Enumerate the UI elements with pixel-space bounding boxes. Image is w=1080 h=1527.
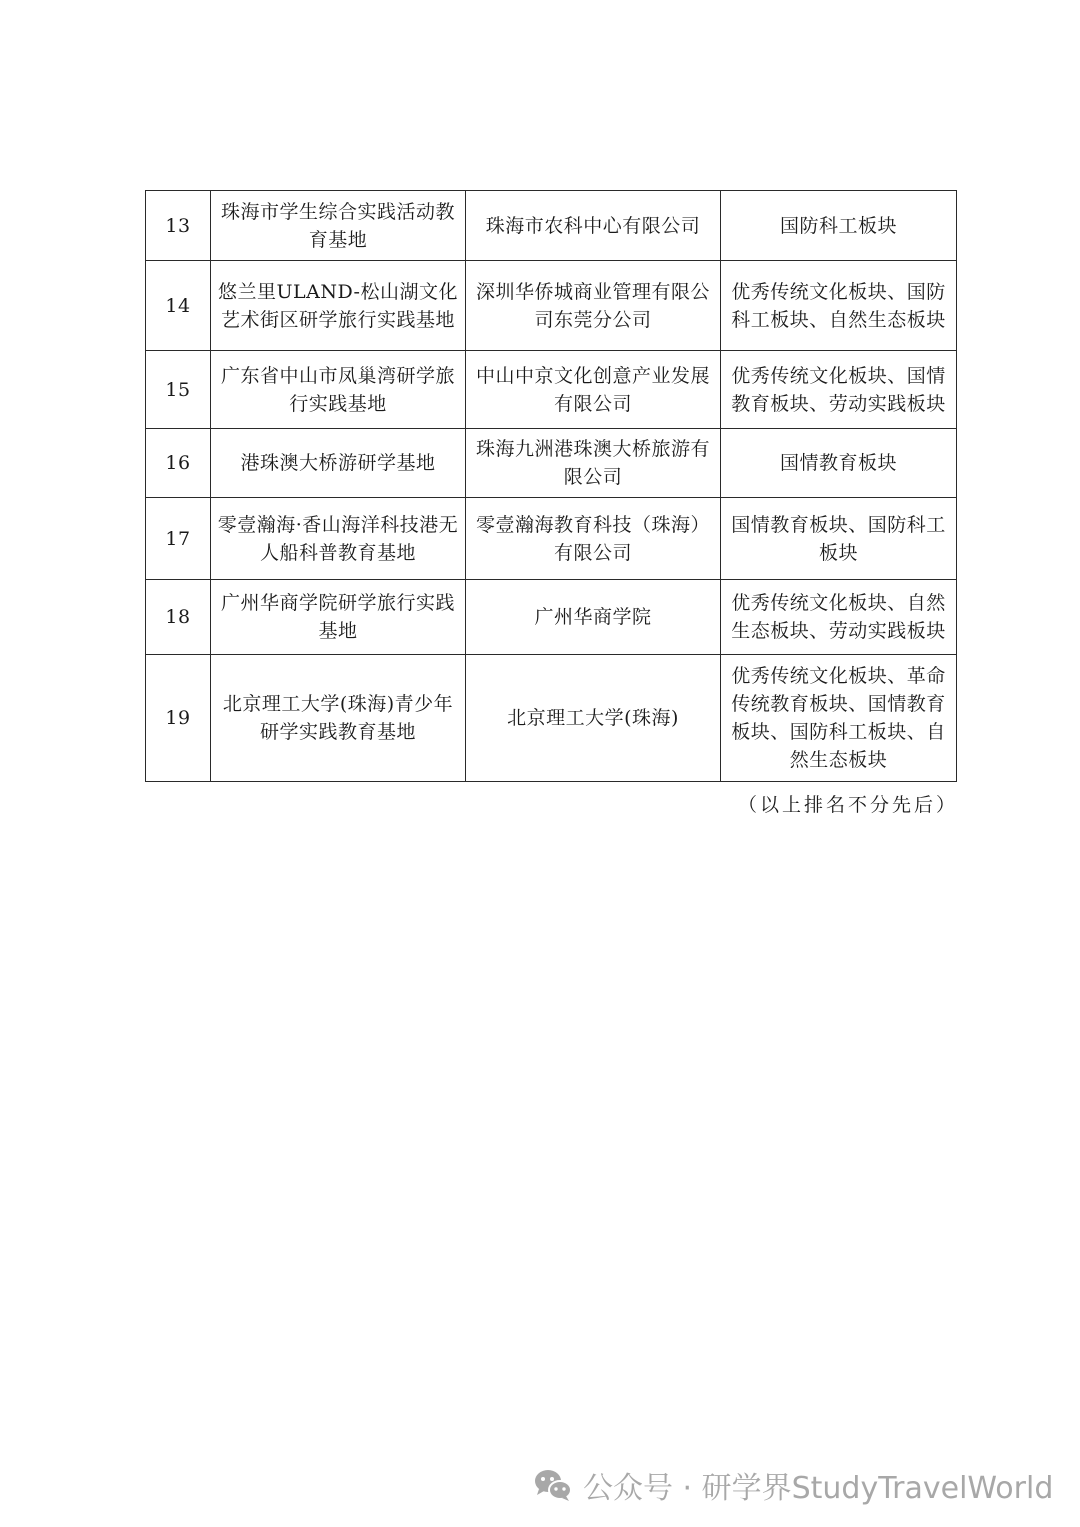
sector-list: 优秀传统文化板块、国防科工板块、自然生态板块	[721, 261, 957, 351]
table-row	[146, 429, 957, 498]
organization-name: 珠海市农科中心有限公司	[466, 191, 721, 261]
base-name: 珠海市学生综合实践活动教育基地	[211, 191, 466, 261]
base-name: 港珠澳大桥游研学基地	[211, 429, 466, 498]
row-number: 14	[146, 261, 211, 351]
base-list-table	[145, 190, 957, 782]
sector-list: 国情教育板块、国防科工板块	[721, 498, 957, 580]
sector-list: 优秀传统文化板块、国情教育板块、劳动实践板块	[721, 351, 957, 429]
row-number: 19	[146, 655, 211, 782]
base-name: 零壹瀚海·香山海洋科技港无人船科普教育基地	[211, 498, 466, 580]
sector-list: 优秀传统文化板块、自然生态板块、劳动实践板块	[721, 580, 957, 655]
table-row	[146, 655, 957, 782]
base-name: 广州华商学院研学旅行实践基地	[211, 580, 466, 655]
watermark-text: 公众号 · 研学界StudyTravelWorld	[583, 1471, 1054, 1506]
organization-name: 中山中京文化创意产业发展有限公司	[466, 351, 721, 429]
organization-name: 深圳华侨城商业管理有限公司东莞分公司	[466, 261, 721, 351]
table-row	[146, 580, 957, 655]
table-row	[146, 498, 957, 580]
wechat-icon	[533, 1467, 573, 1503]
base-name: 悠兰里ULAND-松山湖文化艺术街区研学旅行实践基地	[211, 261, 466, 351]
sector-list: 国情教育板块	[721, 429, 957, 498]
row-number: 18	[146, 580, 211, 655]
table-row	[146, 191, 957, 261]
table-row	[146, 261, 957, 351]
sector-list: 优秀传统文化板块、革命传统教育板块、国情教育板块、国防科工板块、自然生态板块	[721, 655, 957, 782]
row-number: 13	[146, 191, 211, 261]
table-row	[146, 351, 957, 429]
row-number: 15	[146, 351, 211, 429]
organization-name: 零壹瀚海教育科技（珠海）有限公司	[466, 498, 721, 580]
sector-list: 国防科工板块	[721, 191, 957, 261]
ranking-note: （以上排名不分先后）	[738, 794, 959, 816]
organization-name: 广州华商学院	[466, 580, 721, 655]
row-number: 17	[146, 498, 211, 580]
row-number: 16	[146, 429, 211, 498]
organization-name: 北京理工大学(珠海)	[466, 655, 721, 782]
organization-name: 珠海九洲港珠澳大桥旅游有限公司	[466, 429, 721, 498]
base-name: 广东省中山市凤巢湾研学旅行实践基地	[211, 351, 466, 429]
watermark	[533, 1463, 1053, 1507]
base-name: 北京理工大学(珠海)青少年研学实践教育基地	[211, 655, 466, 782]
